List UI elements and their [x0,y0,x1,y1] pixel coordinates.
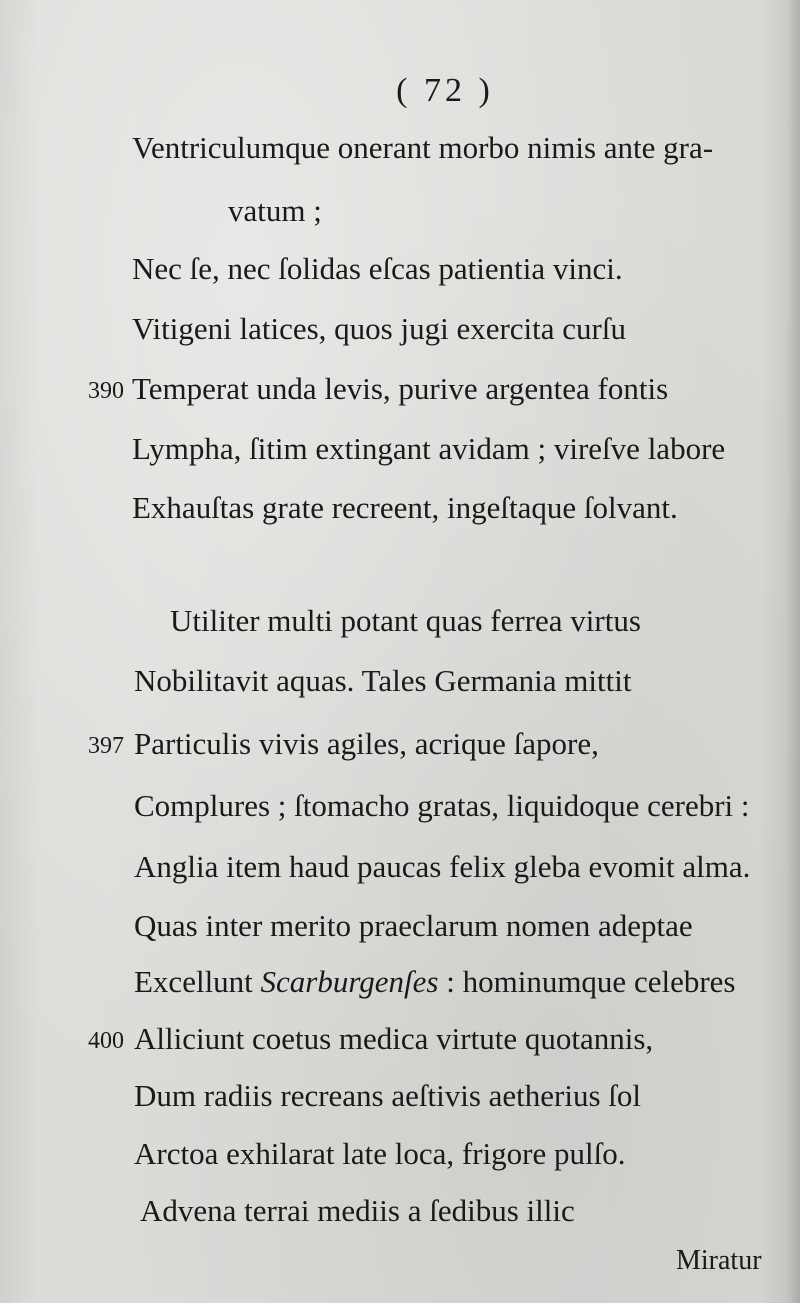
verse-text: vatum ; [228,193,322,228]
verse-text: Anglia item haud paucas felix gleba evomit alma. [134,849,751,884]
verse-text: Nec ſe, nec ſolidas eſcas patientia vinci. [132,251,623,286]
verse-text: Dum radiis recreans aeſtivis aetherius ſol [134,1078,642,1113]
verse-text-part: : hominumque celebres [438,964,736,999]
verse-text: Complures ; ſtomacho gratas, liquidoque cerebri : [134,788,750,823]
line-number: 397 [88,733,124,759]
page-number: ( 72 ) [396,72,494,109]
verse-text: Alliciunt coetus medica virtute quotannis, [134,1021,654,1056]
verse-text: Temperat unda levis, purive argentea fontis [132,371,669,406]
verse-text: Arctoa exhilarat late loca, frigore pulſo. [134,1136,626,1171]
line-number: 400 [88,1028,124,1054]
line-number: 390 [88,378,124,404]
place-name-italic: Scarburgenſes [260,964,439,999]
verse-text: Vitigeni latices, quos jugi exercita curſu [132,311,626,346]
verse-text: Utiliter multi potant quas ferrea virtus [170,603,641,638]
verse-text: Ventriculumque onerant morbo nimis ante gra- [132,130,714,165]
verse-text: Particulis vivis agiles, acrique ſapore, [134,726,599,761]
verse-text: Exhauſtas grate recreent, ingeſtaque ſolvant. [132,490,678,525]
catchword: Miratur [676,1245,762,1276]
verse-text: Lympha, ſitim extingant avidam ; vireſve labore [132,431,726,466]
page-edge-shadow [786,0,800,1303]
verse-text: Nobilitavit aquas. Tales Germania mittit [134,663,632,698]
verse-text: Quas inter merito praeclarum nomen adeptae [134,908,693,943]
verse-text: Advena terrai mediis a ſedibus illic [140,1193,575,1228]
verse-text [134,966,735,997]
verse-text-part: Excellunt [134,964,261,999]
